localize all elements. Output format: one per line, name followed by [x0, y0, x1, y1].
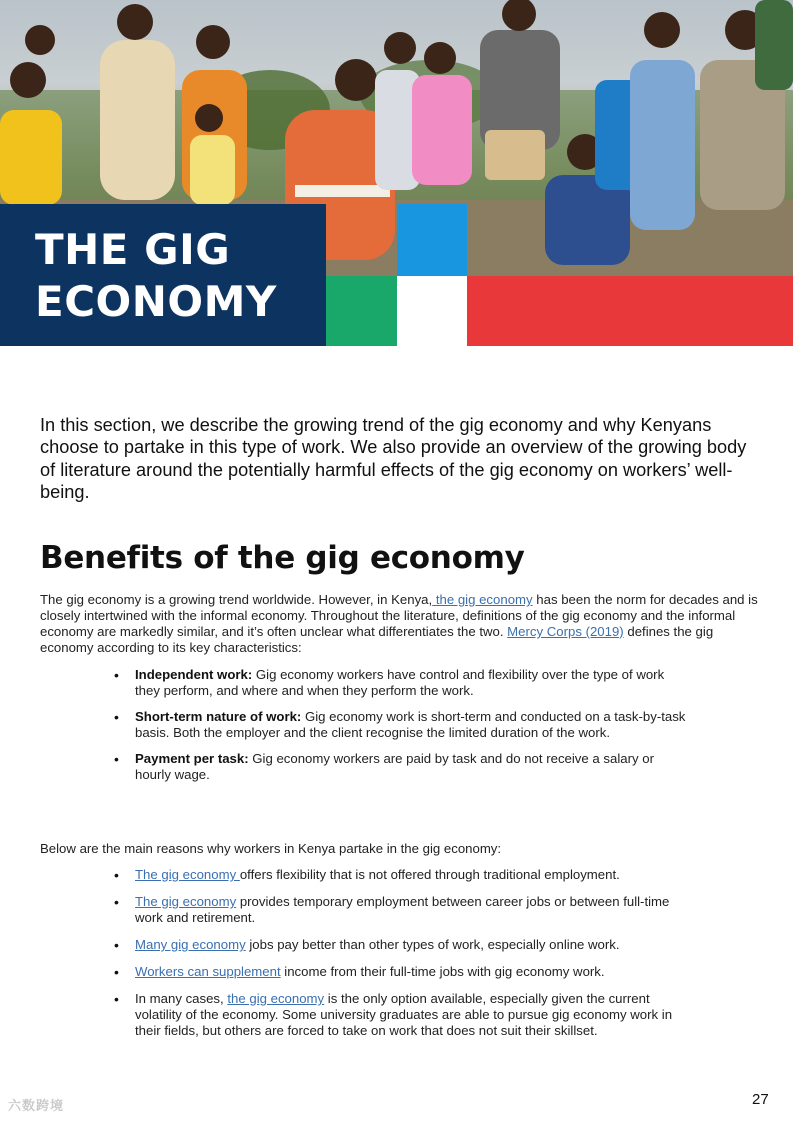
reasons-list [112, 867, 692, 1050]
reason-link[interactable]: The gig economy [135, 894, 237, 909]
item-post: provides temporary employment between career jobs or between full-time work and retirement. [135, 894, 670, 925]
list-item [112, 709, 692, 741]
item-post: jobs pay better than other types of work, especially online work. [245, 937, 620, 952]
decor-square-white [397, 276, 467, 346]
item-post: income from their full-time jobs with gig economy work. [280, 964, 605, 979]
reason-link[interactable]: The gig economy [135, 867, 240, 882]
text-span: has been the norm for decades and is closely intertwined with the informal economy. Throughout the literature, definitions of the gig economy and the informal economy are markedly similar, and it’s often unclear what differentiates the two. [40, 592, 758, 639]
list-item [112, 894, 692, 926]
reasons-intro: Below are the main reasons why workers in Kenya partake in the gig economy: [40, 841, 502, 856]
item-post: is the only option available, especially given the current volatility of the economy. Some university graduates are able to pursue gig economy work in their fields, but others are forced to take on work that does not suit their skillset. [135, 991, 673, 1038]
decor-bar-red [467, 276, 793, 346]
reason-link[interactable]: the gig economy [227, 991, 325, 1006]
section-heading: Benefits of the gig economy [40, 540, 525, 576]
watermark-logo: 六数跨境 [8, 1098, 65, 1113]
reason-link[interactable]: Many gig economy [135, 937, 246, 952]
item-text: Gig economy workers have control and flexibility over the type of work they perform, and where and when they perform the work. [135, 667, 665, 698]
item-lead: Short-term nature of work: [135, 709, 302, 724]
list-item [112, 937, 692, 953]
characteristics-list [112, 667, 692, 793]
item-lead: Independent work: [135, 667, 253, 682]
title-line-1: THE GIG [35, 225, 231, 274]
mercy-corps-link[interactable]: Mercy Corps (2019) [507, 624, 624, 639]
item-post: offers flexibility that is not offered through traditional employment. [239, 867, 620, 882]
item-pre: In many cases, [135, 991, 228, 1006]
decor-square-blue [397, 204, 467, 276]
definition-paragraph [40, 592, 758, 656]
list-item [112, 991, 692, 1039]
text-span: defines the gig economy according to its key characteristics: [40, 624, 714, 655]
section-title [35, 224, 326, 328]
title-line-2: ECONOMY [35, 277, 277, 326]
text-span: The gig economy is a growing trend worldwide. However, in Kenya, [40, 592, 433, 607]
page-number: 27 [752, 1091, 769, 1108]
list-item [112, 964, 692, 980]
decor-square-green [326, 276, 397, 346]
list-item [112, 751, 692, 783]
item-lead: Payment per task: [135, 751, 249, 766]
reason-link[interactable]: Workers can supplement [135, 964, 281, 979]
intro-paragraph: In this section, we describe the growing trend of the gig economy and why Kenyans choose to partake in this type of work. We also provide an overview of the growing body of literature around the potentially harmful effects of the gig economy on workers’ well-being. [40, 415, 747, 503]
list-item [112, 867, 692, 883]
gig-economy-link[interactable]: the gig economy [432, 592, 533, 607]
section-title-block [0, 204, 326, 346]
list-item [112, 667, 692, 699]
item-text: Gig economy workers are paid by task and do not receive a salary or hourly wage. [135, 751, 654, 782]
item-text: Gig economy work is short-term and conducted on a task-by-task basis. Both the employer and the client recognise the limited duration of the work. [135, 709, 686, 740]
